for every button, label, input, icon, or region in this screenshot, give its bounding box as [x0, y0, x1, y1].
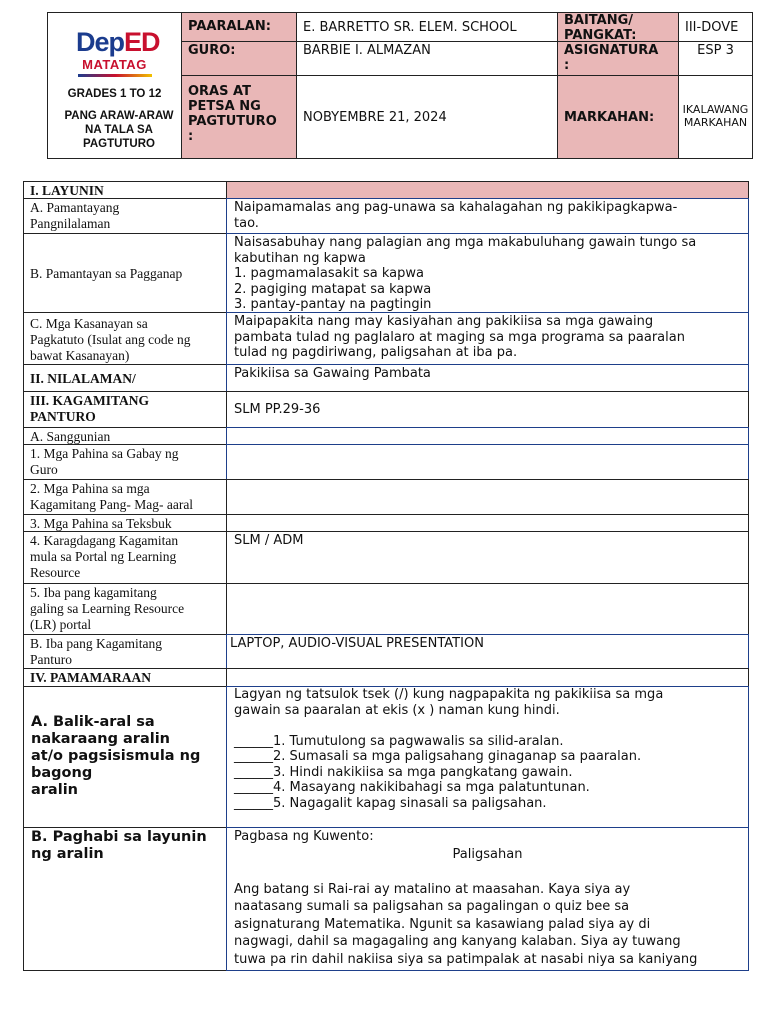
teksbuk-value	[226, 514, 749, 532]
iba-lr-label: 5. Iba pang kagamitang galing sa Learning Resource (LR) portal	[23, 583, 227, 635]
paaralan-value: E. BARRETTO SR. ELEM. SCHOOL	[296, 12, 558, 42]
balik-aral-value: Lagyan ng tatsulok tsek (/) kung nagpapakita ng pakikiisa sa mga gawain sa paaralan at ekis (x ) naman kung hindi. ______1. Tumutulong sa pagwawalis sa silid-aralan. ______2. Sumasali sa mga paligsahang ginaganap sa paaralan. ______3. Hindi nakikiisa sa mga pangkatang gawain. ______4. Masayang nakikibahagi sa mga palatuntunan. ______5. Nagagalit kapag sinasali sa paligsahan.	[226, 686, 749, 828]
deped-logo-right: ED	[124, 27, 160, 57]
gabay-guro-value	[226, 444, 749, 480]
matatag-logo: MATATAG	[82, 57, 147, 72]
baitang-label: BAITANG/ PANGKAT:	[557, 12, 679, 42]
logo-strip	[78, 74, 152, 77]
grades-label: GRADES 1 TO 12	[67, 88, 162, 100]
portal-value: SLM / ADM	[226, 531, 749, 584]
paghabi-intro: Pagbasa ng Kuwento:	[234, 829, 374, 844]
layunin-heading: I. LAYUNIN	[23, 181, 227, 199]
sanggunian-value	[226, 427, 749, 445]
paghabi-label: B. Paghabi sa layunin ng aralin	[23, 827, 227, 971]
oras-value: NOBYEMBRE 21, 2024	[296, 75, 558, 159]
story-line: asignaturang Matematika. Ngunit sa kasawiang palad siya ay di	[234, 916, 651, 932]
teksbuk-label: 3. Mga Pahina sa Teksbuk	[23, 514, 227, 532]
doc-type-line: PAGTUTURO	[83, 138, 155, 150]
iba-kagamitang-label: B. Iba pang Kagamitang Panturo	[23, 634, 227, 669]
kagamitang-mag-aaral-value	[226, 479, 749, 515]
quiz-item: ______4. Masayang nakikibahagi sa mga palatuntunan.	[234, 780, 590, 795]
logo-cell	[47, 12, 182, 159]
markahan-value: IKALAWANG MARKAHAN	[678, 75, 753, 159]
doc-type-line: PANG ARAW-ARAW	[64, 110, 174, 122]
pamantayan-pagganap-value: Naisasabuhay nang palagian ang mga makabuluhang gawain tungo sa kabutihan ng kapwa 1. pagmamalasakit sa kapwa 2. pagiging matapat sa kapwa 3. pantay-pantay na pagtingin	[226, 233, 749, 313]
pamantayan-pagganap-label: B. Pamantayan sa Pagganap	[23, 233, 227, 313]
oras-label: ORAS AT PETSA NG PAGTUTURO :	[181, 75, 297, 159]
portal-label: 4. Karagdagang Kagamitan mula sa Portal ng Learning Resource	[23, 531, 227, 584]
sanggunian-label: A. Sanggunian	[23, 427, 227, 445]
iba-lr-value	[226, 583, 749, 635]
nilalaman-label: II. NILALAMAN/	[23, 364, 227, 392]
balik-aral-label: A. Balik-aral sa nakaraang aralin at/o pagsisismula ng bagong aralin	[23, 686, 227, 828]
paghabi-value	[226, 827, 749, 971]
asignatura-value: ESP 3	[678, 41, 753, 76]
pamamaraan-heading-fill	[226, 668, 749, 687]
quiz-item: ______1. Tumutulong sa pagwawalis sa silid-aralan.	[234, 733, 564, 749]
kasanayan-label: C. Mga Kasanayan sa Pagkatuto (Isulat ang code ng bawat Kasanayan)	[23, 312, 227, 365]
kagamitang-mag-aaral-label: 2. Mga Pahina sa mga Kagamitang Pang- Mag- aaral	[23, 479, 227, 515]
quiz-item: ______2. Sumasali sa mga paligsahang ginaganap sa paaralan.	[234, 749, 642, 764]
deped-logo	[76, 27, 166, 59]
gabay-guro-label: 1. Mga Pahina sa Gabay ng Guro	[23, 444, 227, 480]
iba-kagamitang-value: LAPTOP, AUDIO-VISUAL PRESENTATION	[226, 634, 749, 669]
deped-logo-left: Dep	[76, 27, 125, 57]
kasanayan-value: Maipapakita nang may kasiyahan ang pakikiisa sa mga gawaing pambata tulad ng paglalaro at maging sa mga programa sa paaralan tulad ng pagdiriwang, paligsahan at iba pa.	[226, 312, 749, 365]
layunin-heading-fill	[226, 181, 749, 199]
story-line: tuwa pa rin dahil nakiisa siya sa patimpalak at nasabi niya sa kaniyang	[234, 951, 698, 967]
quiz-item: ______5. Nagagalit kapag sinasali sa paligsahan.	[234, 795, 547, 811]
story-line: nagwagi, dahil sa magagaling ang kanyang kalaban. Siya ay tuwang	[234, 934, 681, 949]
kagamitang-panturo-value: SLM PP.29-36	[226, 391, 749, 428]
nilalaman-value: Pakikiisa sa Gawaing Pambata	[226, 364, 749, 392]
quiz-item: ______3. Hindi nakikiisa sa mga pangkatang gawain.	[234, 764, 573, 780]
guro-label: GURO:	[181, 41, 297, 76]
doc-type-line: NA TALA SA	[85, 124, 153, 136]
baitang-value: III-DOVE	[678, 12, 753, 42]
pamantayang-pangnilalaman-label: A. Pamantayang Pangnilalaman	[23, 198, 227, 234]
kagamitang-panturo-label: III. KAGAMITANG PANTURO	[23, 391, 227, 428]
paaralan-label: PAARALAN:	[181, 12, 297, 42]
markahan-label: MARKAHAN:	[557, 75, 679, 159]
guro-value: BARBIE I. ALMAZAN	[296, 41, 558, 76]
asignatura-label: ASIGNATURA :	[557, 41, 679, 76]
pamamaraan-heading: IV. PAMAMARAAN	[23, 668, 227, 687]
pamantayang-pangnilalaman-value: Naipamamalas ang pag-unawa sa kahalagahan ng pakikipagkapwa- tao.	[226, 198, 749, 234]
story-title: Paligsahan	[452, 846, 523, 862]
story-line: naatasang sumali sa paligsahan sa pagalingan o quiz bee sa	[234, 899, 630, 914]
doc-type	[48, 109, 182, 151]
story-line: Ang batang si Rai-rai ay matalino at maasahan. Kaya siya ay	[234, 881, 631, 897]
